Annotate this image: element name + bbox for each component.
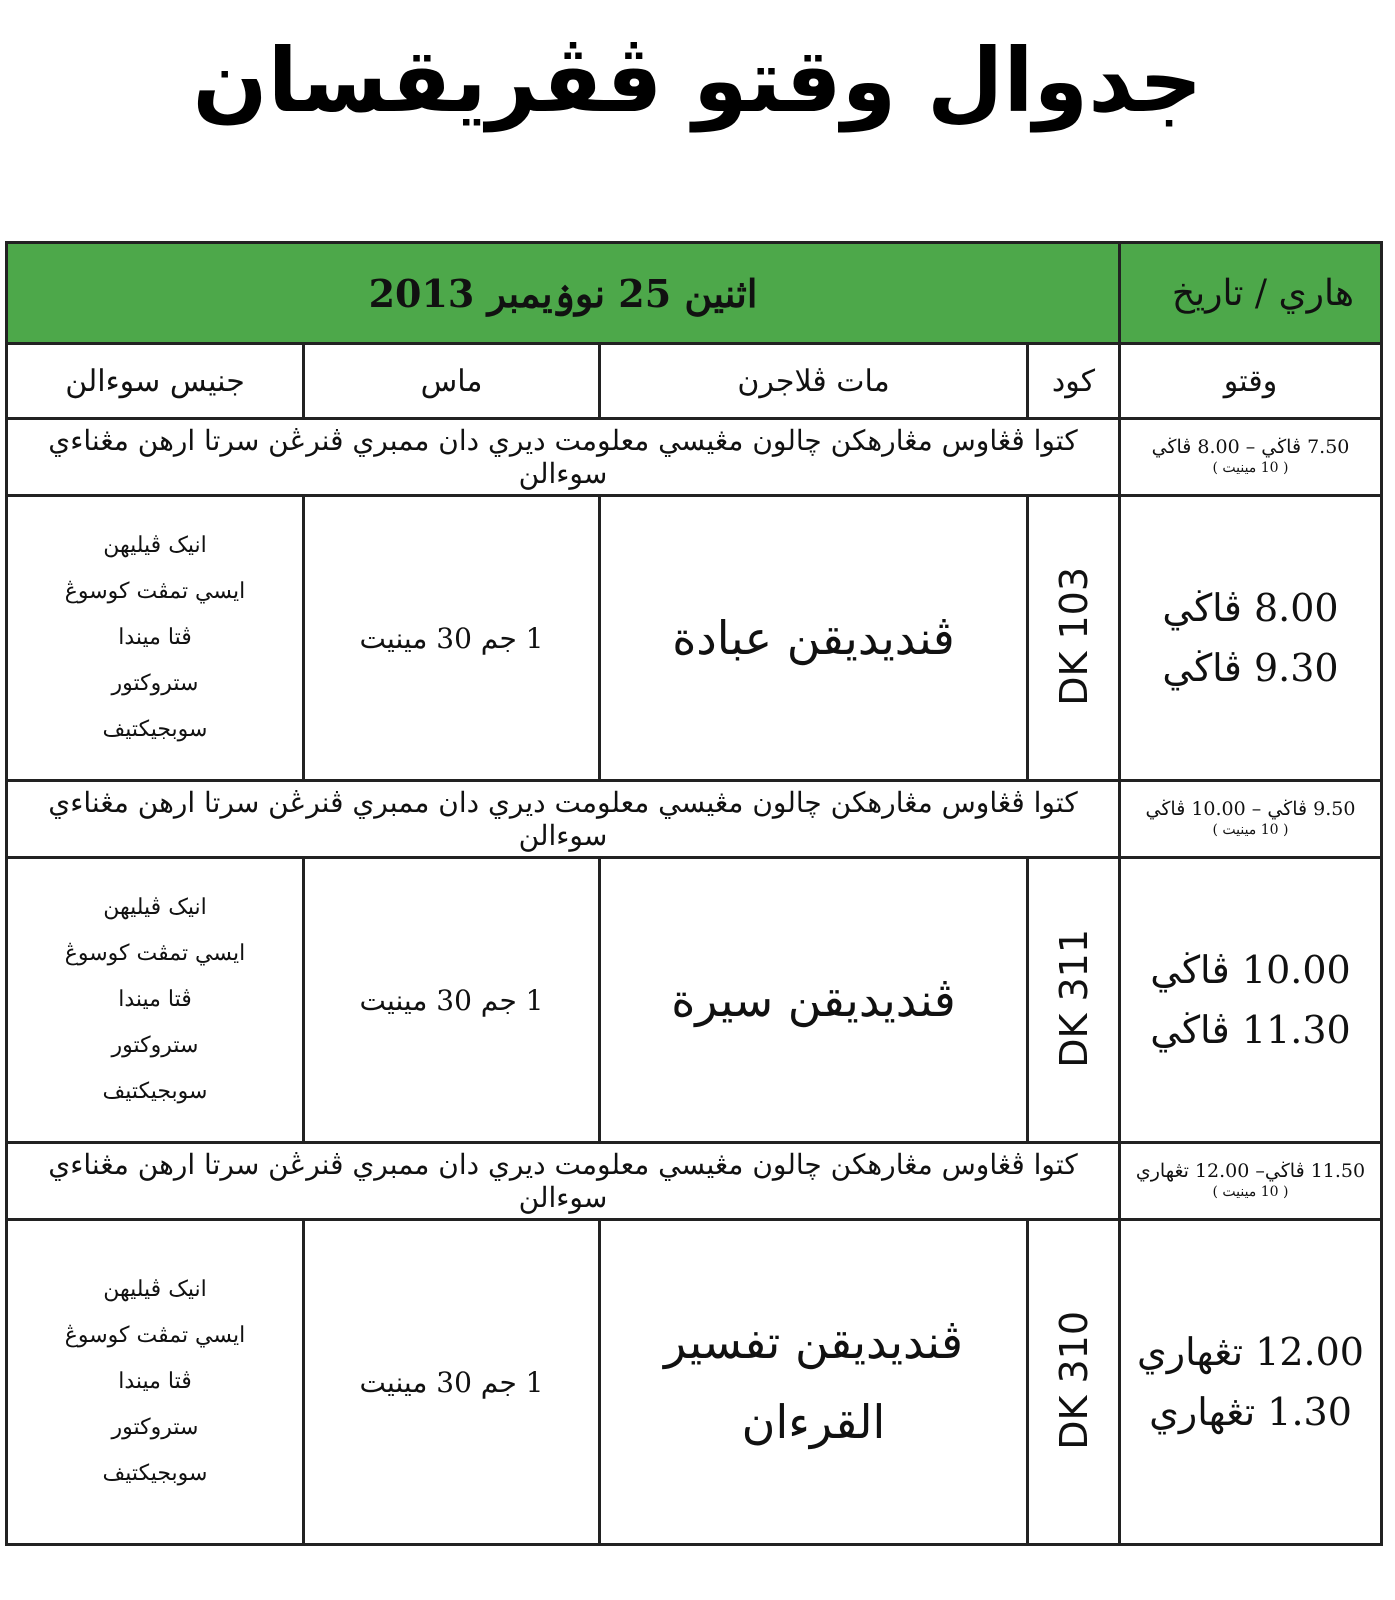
briefing-text: كتوا ڤڠاوس مڠارهكن چالون مڠيسي معلومت ديري دان ممبري ڤنرڠن سرتا ارهن مڠناءي سوءالن [7, 419, 1120, 496]
exam-code-cell [1028, 858, 1120, 1143]
briefing-duration: ( 10 مينيت ) [1212, 1184, 1289, 1201]
briefing-time-range: 7.50 ڤاڬي – 8.00 ڤاڬي [1151, 436, 1350, 459]
exam-subject-line2: القرءان [741, 1395, 886, 1449]
page-title: جدوال وقتو ڤڤريقسان [192, 28, 1203, 132]
exam-code: DK 103 [1051, 566, 1096, 706]
briefing-text: كتوا ڤڠاوس مڠارهكن چالون مڠيسي معلومت ديري دان ممبري ڤنرڠن سرتا ارهن مڠناءي سوءالن [7, 781, 1120, 858]
exam-end-time: 1.30 تڠهاري [1149, 1390, 1352, 1434]
exam-start-time: 12.00 تڠهاري [1137, 1330, 1364, 1374]
exam-code: DK 311 [1051, 928, 1096, 1068]
col-header-duration: ماس [304, 344, 600, 419]
exam-subject-cell [600, 1220, 1028, 1545]
col-header-time: وقتو [1120, 344, 1382, 419]
briefing-row [7, 781, 1382, 858]
exam-time [1120, 858, 1382, 1143]
question-type-item: انيک ڤيليهن [103, 895, 207, 920]
question-type-item: ڤتا ميندا [118, 987, 192, 1012]
briefing-time [1120, 1143, 1382, 1220]
briefing-row [7, 419, 1382, 496]
exam-code-cell [1028, 496, 1120, 781]
briefing-duration: ( 10 مينيت ) [1212, 822, 1289, 839]
column-header-row [7, 344, 1382, 419]
exam-duration: 1 جم 30 مينيت [304, 858, 600, 1143]
exam-subject: ڤنديديقن عبادة [672, 611, 955, 665]
date-label: هاري / تاريخ [1120, 243, 1382, 344]
col-header-subject: مات ڤلاجرن [600, 344, 1028, 419]
question-type-item: انيک ڤيليهن [103, 533, 207, 558]
question-types [7, 1220, 304, 1545]
date-value: اثنين 25 نوۏيمبر 2013 [7, 243, 1120, 344]
question-type-item: سوبجيكتيف [102, 1079, 208, 1104]
exam-end-time: 9.30 ڤاڬي [1162, 646, 1339, 690]
briefing-text: كتوا ڤڠاوس مڠارهكن چالون مڠيسي معلومت ديري دان ممبري ڤنرڠن سرتا ارهن مڠناءي سوءالن [7, 1143, 1120, 1220]
briefing-row [7, 1143, 1382, 1220]
exam-code-cell [1028, 1220, 1120, 1545]
date-row [7, 243, 1382, 344]
col-header-question-type: جنيس سوءالن [7, 344, 304, 419]
question-type-item: ايسي تمڤت كوسوڠ [64, 1323, 246, 1348]
exam-row [7, 1220, 1382, 1545]
exam-time [1120, 496, 1382, 781]
question-type-item: ڤتا ميندا [118, 625, 192, 650]
briefing-duration: ( 10 مينيت ) [1212, 460, 1289, 477]
question-type-item: انيک ڤيليهن [103, 1277, 207, 1302]
question-types [7, 858, 304, 1143]
exam-start-time: 10.00 ڤاڬي [1150, 948, 1351, 992]
exam-subject: ڤنديديقن تفسير [663, 1315, 964, 1369]
question-type-item: ستروكتور [111, 671, 199, 696]
briefing-time [1120, 419, 1382, 496]
question-type-item: ستروكتور [111, 1033, 199, 1058]
exam-end-time: 11.30 ڤاڬي [1150, 1008, 1351, 1052]
exam-duration: 1 جم 30 مينيت [304, 1220, 600, 1545]
exam-start-time: 8.00 ڤاڬي [1162, 586, 1339, 630]
question-type-item: ستروكتور [111, 1415, 199, 1440]
exam-duration: 1 جم 30 مينيت [304, 496, 600, 781]
question-type-item: ايسي تمڤت كوسوڠ [64, 941, 246, 966]
question-type-item: سوبجيكتيف [102, 1461, 208, 1486]
briefing-time [1120, 781, 1382, 858]
exam-code: DK 310 [1051, 1310, 1096, 1450]
exam-row [7, 858, 1382, 1143]
briefing-time-range: 9.50 ڤاڬي – 10.00 ڤاڬي [1145, 798, 1356, 821]
question-type-item: سوبجيكتيف [102, 717, 208, 742]
question-type-item: ڤتا ميندا [118, 1369, 192, 1394]
question-types [7, 496, 304, 781]
exam-row [7, 496, 1382, 781]
exam-subject-cell [600, 496, 1028, 781]
exam-subject: ڤنديديقن سيرة [671, 973, 956, 1027]
exam-schedule-table [5, 241, 1383, 1546]
col-header-code: كود [1028, 344, 1120, 419]
briefing-time-range: 11.50 ڤاڬي– 12.00 تڠهاري [1135, 1160, 1366, 1183]
question-type-item: ايسي تمڤت كوسوڠ [64, 579, 246, 604]
exam-subject-cell [600, 858, 1028, 1143]
exam-time [1120, 1220, 1382, 1545]
